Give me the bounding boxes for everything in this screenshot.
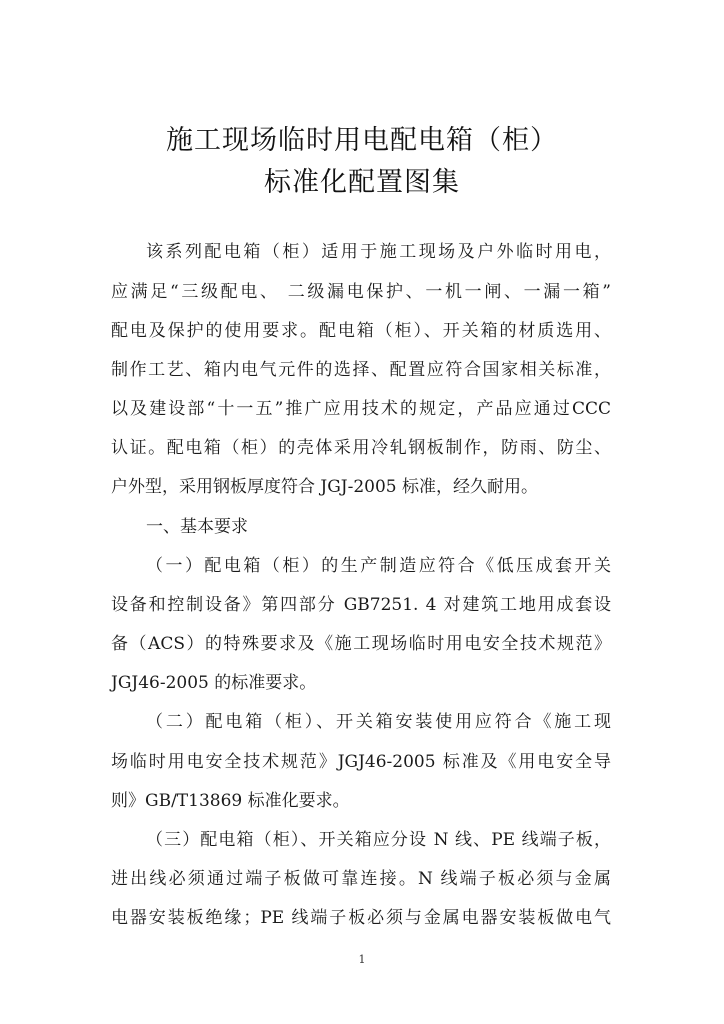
body-line-4: 制作工艺、箱内电气元件的选择、配置应符合国家相关标准， [111,360,611,380]
section-heading: 一、基本要求 [146,517,248,537]
body-line-5: 以及建设部“十一五”推广应用技术的规定，产品应通过CCC [111,399,611,419]
body-line-12: JGJ46-2005 的标准要求。 [111,673,317,693]
page-number: 1 [358,953,366,966]
body-line-9: （一）配电箱（柜）的生产制造应符合《低压成套开关 [146,556,611,576]
document-title-line-1: 施工现场临时用电配电箱（柜） [166,125,558,156]
body-line-10: 设备和控制设备》第四部分 GB7251. 4 对建筑工地用成套设 [111,595,611,615]
body-line-11: 备（ACS）的特殊要求及《施工现场临时用电安全技术规范》 [111,634,611,654]
body-line-13: （二）配电箱（柜）、开关箱安装使用应符合《施工现 [146,712,611,732]
body-line-7: 户外型，采用钢板厚度符合 JGJ-2005 标准，经久耐用。 [111,477,539,497]
body-line-15: 则》GB/T13869 标准化要求。 [111,791,350,811]
body-line-16: （三）配电箱（柜）、开关箱应分设 N 线、PE 线端子板， [146,830,611,850]
body-line-14: 场临时用电安全技术规范》JGJ46-2005 标准及《用电安全导 [111,752,611,772]
body-line-3: 配电及保护的使用要求。配电箱（柜）、开关箱的材质选用、 [111,321,611,341]
body-line-1: 该系列配电箱（柜）适用于施工现场及户外临时用电， [146,242,611,262]
body-line-18: 电器安装板绝缘；PE 线端子板必须与金属电器安装板做电气 [111,908,611,928]
body-line-2: 应满足“三级配电、 二级漏电保护、一机一闸、一漏一箱” [111,282,611,302]
body-line-17: 进出线必须通过端子板做可靠连接。N 线端子板必须与金属 [111,869,611,889]
body-line-6: 认证。配电箱（柜）的壳体采用冷轧钢板制作，防雨、防尘、 [111,438,611,458]
document-title-line-2: 标准化配置图集 [264,167,460,198]
